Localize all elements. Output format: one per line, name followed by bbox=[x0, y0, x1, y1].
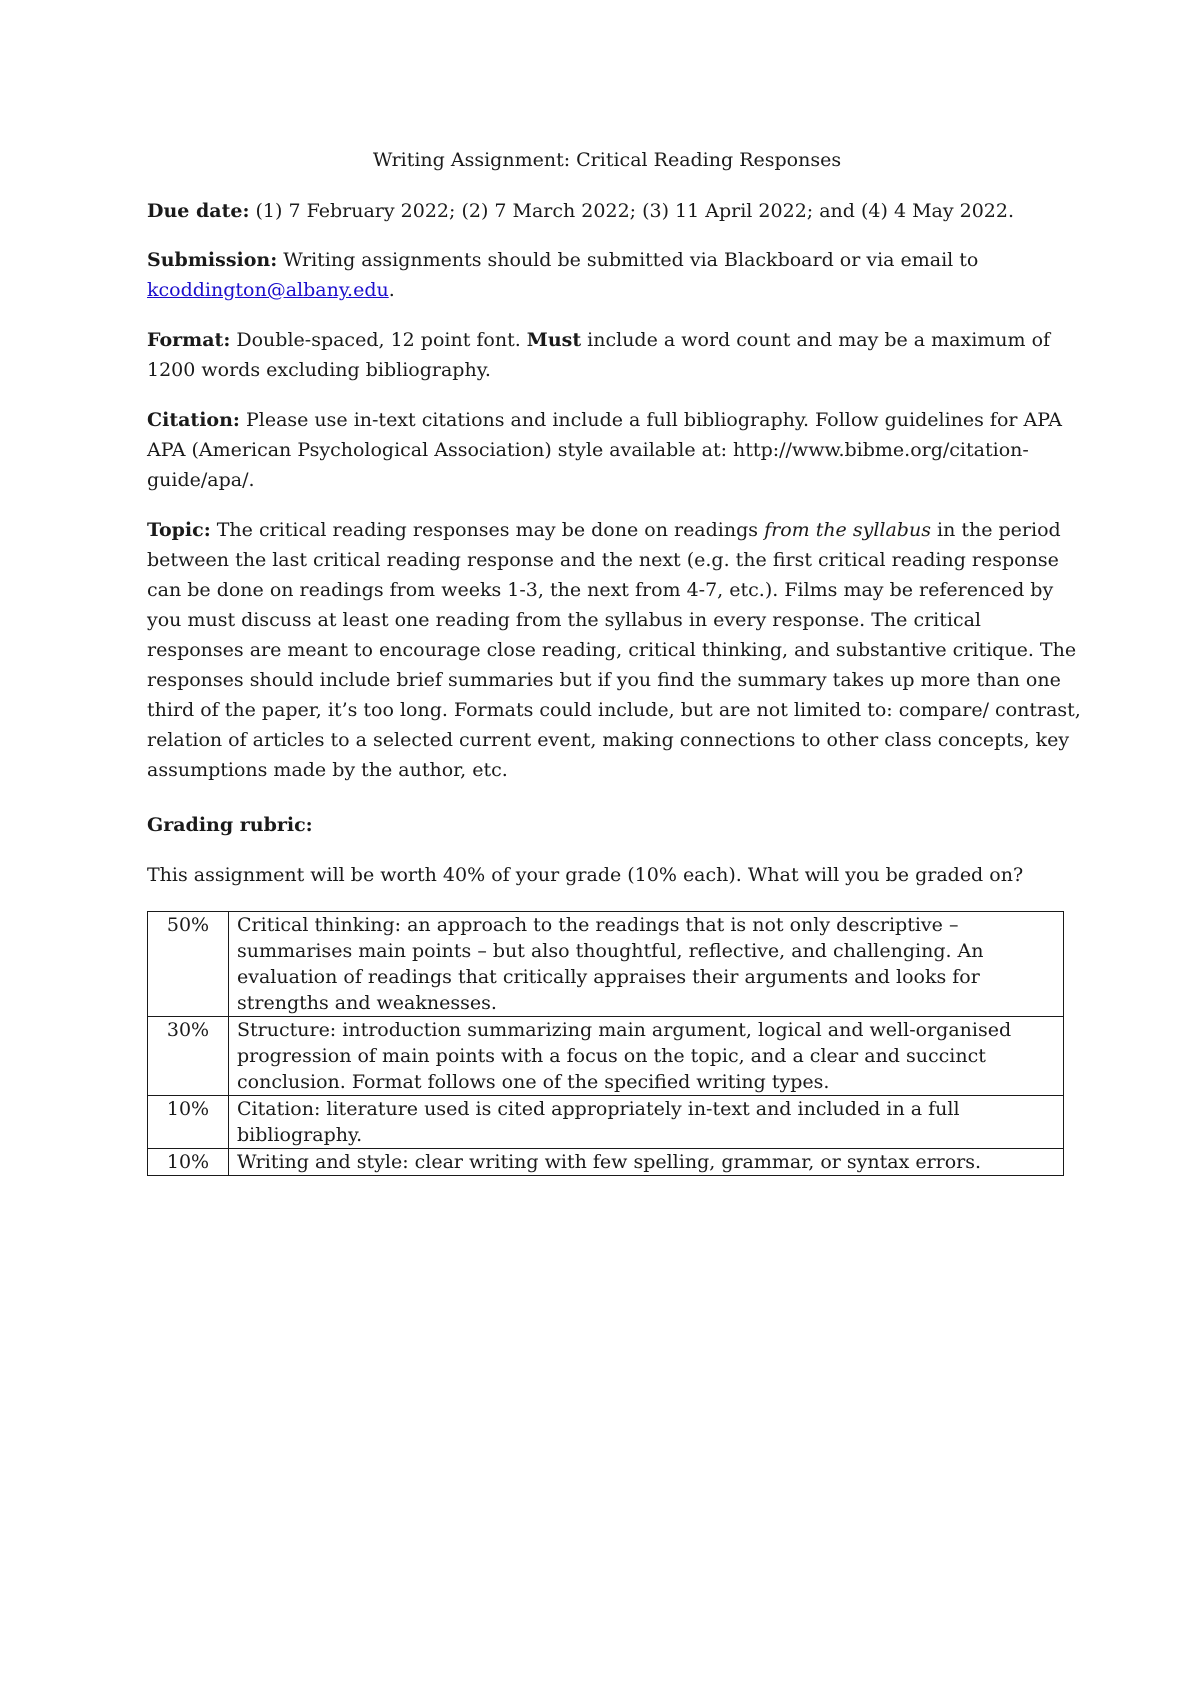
topic-emphasis: from the syllabus bbox=[764, 519, 931, 541]
rubric-percent: 10% bbox=[148, 1096, 229, 1149]
grading-heading: Grading rubric: bbox=[147, 814, 313, 836]
due-date-text: (1) 7 February 2022; (2) 7 March 2022; (3) 11 April 2022; and (4) 4 May 2022. bbox=[249, 200, 1015, 222]
rubric-line: progression of main points with a focus on the topic, and a clear and succinct bbox=[237, 1045, 986, 1067]
table-row bbox=[148, 1149, 1064, 1176]
rubric-line: Critical thinking: an approach to the readings that is not only descriptive – bbox=[237, 914, 959, 936]
rubric-description bbox=[229, 1149, 1064, 1176]
rubric-line: Writing and style: clear writing with few spelling, grammar, or syntax errors. bbox=[237, 1151, 982, 1173]
topic-label: Topic: bbox=[147, 519, 211, 541]
due-date-label: Due date: bbox=[147, 200, 250, 222]
rubric-line: strengths and weaknesses. bbox=[237, 992, 497, 1014]
rubric-description bbox=[229, 1017, 1064, 1096]
rubric-line: Structure: introduction summarizing main argument, logical and well-organised bbox=[237, 1019, 1012, 1041]
topic-paragraph bbox=[147, 515, 1081, 785]
rubric-line: summarises main points – but also thoughtful, reflective, and challenging. An bbox=[237, 940, 984, 962]
rubric-percent: 10% bbox=[148, 1149, 229, 1176]
table-row bbox=[148, 1017, 1064, 1096]
submission-paragraph bbox=[147, 245, 1067, 305]
topic-line: responses are meant to encourage close reading, critical thinking, and substantive critique. The bbox=[147, 639, 1077, 661]
topic-line: third of the paper, it’s too long. Formats could include, but are not limited to: compare/ contrast, bbox=[147, 699, 1081, 721]
topic-line: you must discuss at least one reading from the syllabus in every response. The critical bbox=[147, 609, 981, 631]
topic-line: between the last critical reading response and the next (e.g. the first critical reading response bbox=[147, 549, 1059, 571]
citation-label: Citation: bbox=[147, 409, 240, 431]
format-text-2: include a word count and may be a maximum of bbox=[581, 329, 1051, 351]
format-paragraph bbox=[147, 325, 1067, 385]
topic-line: can be done on readings from weeks 1-3, the next from 4-7, etc.). Films may be referenced by bbox=[147, 579, 1054, 601]
rubric-percent: 50% bbox=[148, 912, 229, 1017]
grading-intro-paragraph bbox=[147, 860, 1067, 890]
submission-after: . bbox=[388, 279, 395, 301]
format-label: Format: bbox=[147, 329, 231, 351]
topic-line: assumptions made by the author, etc. bbox=[147, 759, 508, 781]
grading-heading-paragraph bbox=[147, 810, 1067, 840]
table-row bbox=[148, 1096, 1064, 1149]
submission-text: Writing assignments should be submitted via Blackboard or via email to bbox=[277, 249, 979, 271]
grading-rubric-table bbox=[147, 911, 1064, 1176]
rubric-percent: 30% bbox=[148, 1017, 229, 1096]
topic-line-1b: in the period bbox=[930, 519, 1061, 541]
rubric-line: evaluation of readings that critically appraises their arguments and looks for bbox=[237, 966, 980, 988]
citation-line-2: APA (American Psychological Association) style available at: http://www.bibme.org/citation- bbox=[147, 439, 1029, 461]
format-text-1: Double-spaced, 12 point font. bbox=[230, 329, 527, 351]
rubric-line: bibliography. bbox=[237, 1124, 363, 1146]
rubric-line: Citation: literature used is cited appropriately in-text and included in a full bbox=[237, 1098, 960, 1120]
citation-line-3: guide/apa/. bbox=[147, 469, 255, 491]
format-must: Must bbox=[526, 329, 582, 351]
rubric-line: conclusion. Format follows one of the specified writing types. bbox=[237, 1071, 830, 1093]
due-date-paragraph bbox=[147, 196, 1067, 226]
citation-line-1: Please use in-text citations and include a full bibliography. Follow guidelines for APA bbox=[239, 409, 1062, 431]
rubric-description bbox=[229, 912, 1064, 1017]
grading-intro: This assignment will be worth 40% of your grade (10% each). What will you be graded on? bbox=[147, 864, 1024, 886]
format-text-3: 1200 words excluding bibliography. bbox=[147, 359, 491, 381]
topic-line: responses should include brief summaries but if you find the summary takes up more than one bbox=[147, 669, 1061, 691]
submission-label: Submission: bbox=[147, 249, 278, 271]
topic-line-1a: The critical reading responses may be done on readings bbox=[210, 519, 765, 541]
document-title: Writing Assignment: Critical Reading Responses bbox=[372, 149, 842, 171]
topic-line: relation of articles to a selected current event, making connections to other class concepts, key bbox=[147, 729, 1070, 751]
rubric-description bbox=[229, 1096, 1064, 1149]
citation-paragraph bbox=[147, 405, 1067, 495]
table-row bbox=[148, 912, 1064, 1017]
email-link[interactable]: kcoddington@albany.edu bbox=[147, 279, 389, 301]
